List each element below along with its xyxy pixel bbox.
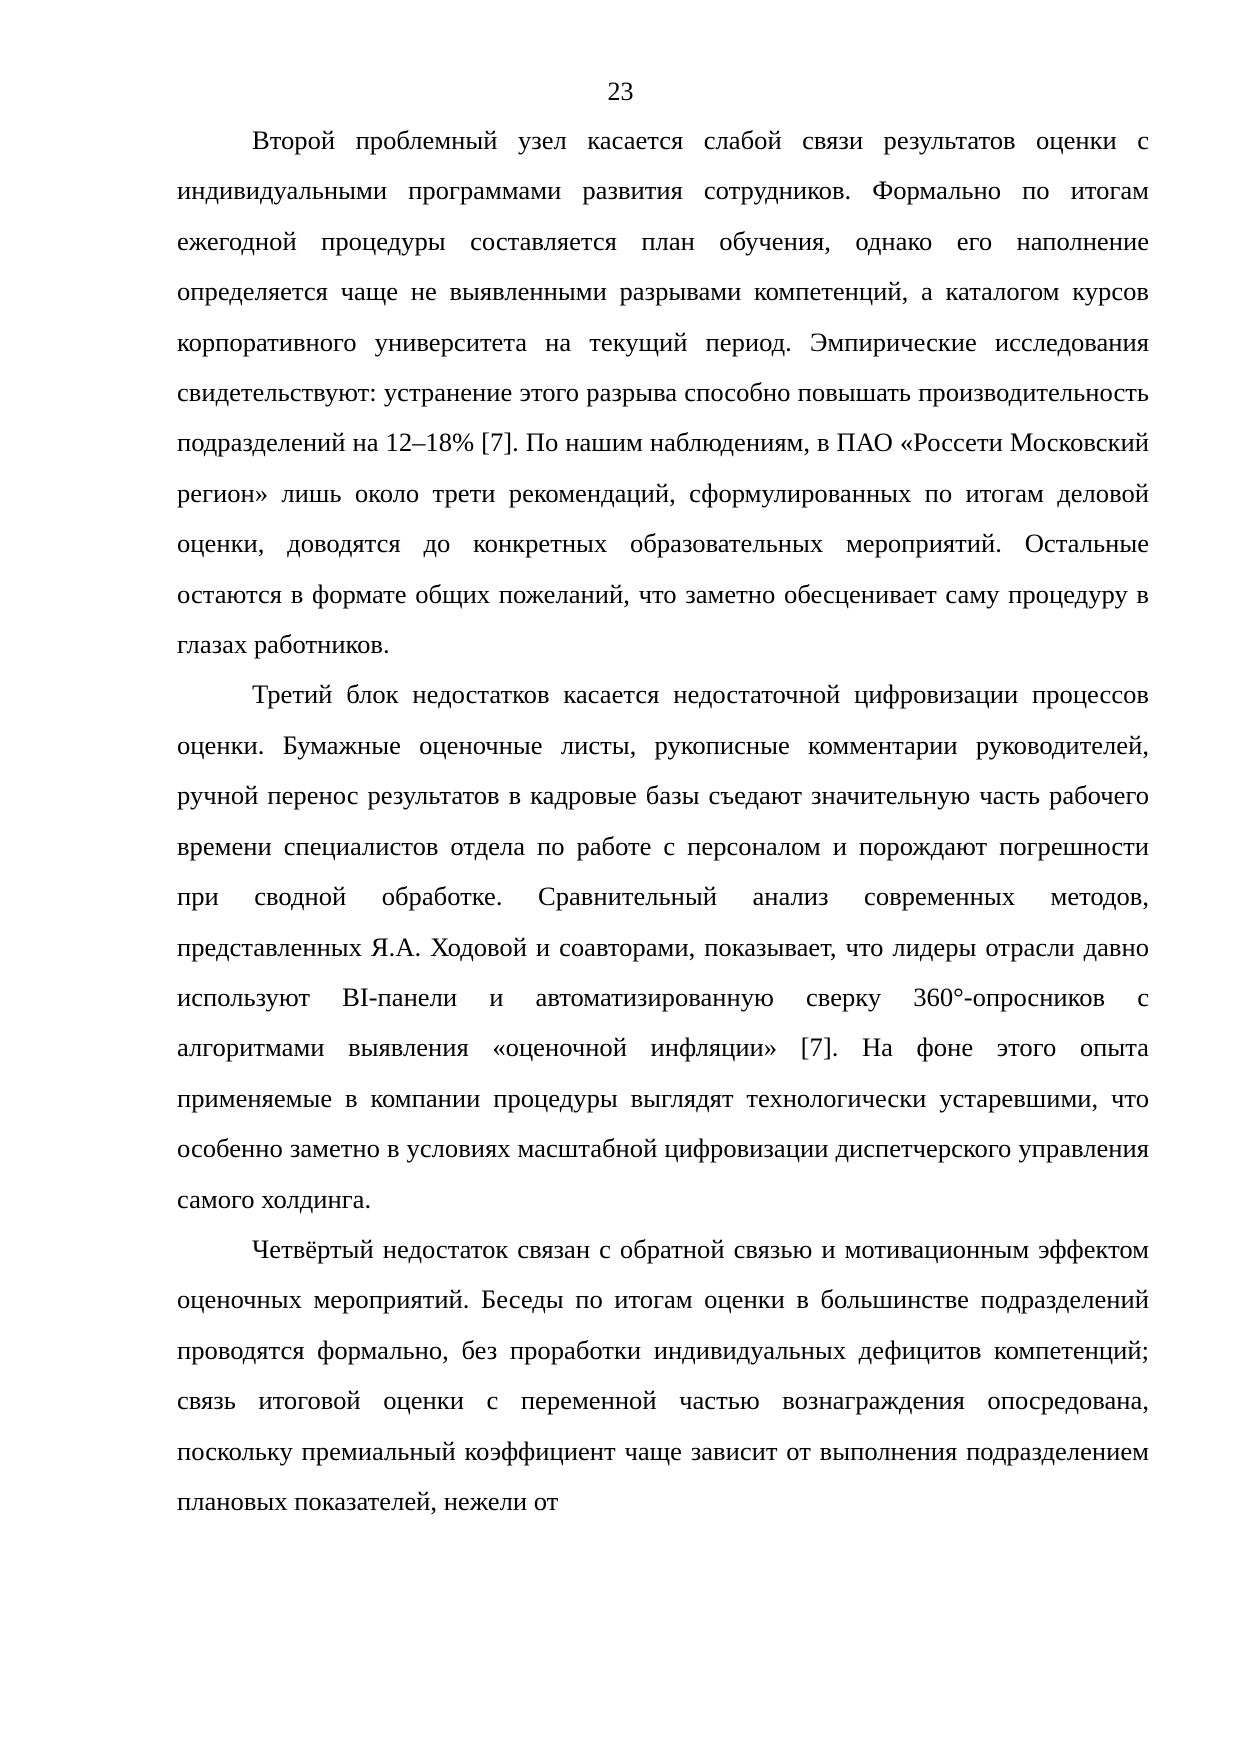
paragraph-feedback-motivation: Четвёртый недостаток связан с обратной связью и мотивационным эффектом оценочных мероприятий. Беседы по итогам оценки в большинстве подразделений проводятся формально, без проработки индивидуальных дефицитов компетенций; связь итоговой оценки с переменной частью вознаграждения опосредована, поскольку премиальный коэффициент чаще зависит от выполнения подразделением плановых показателей, нежели от [177, 1233, 1149, 1516]
body-text [177, 115, 1149, 1526]
paragraph-development-plans: Второй проблемный узел касается слабой связи результатов оценки с индивидуальными программами развития сотрудников. Формально по итогам ежегодной процедуры составляется план обучения, однако его наполнение определяется чаще не выявленными разрывами компетенций, а каталогом курсов корпоративного университета на текущий период. Эмпирические исследования свидетельствуют: устранение этого разрыва способно повышать производительность подразделений на 12–18% [7]. По нашим наблюдениям, в ПАО «Россети Московский регион» лишь около трети рекомендаций, сформулированных по итогам деловой оценки, доводятся до конкретных образовательных мероприятий. Остальные остаются в формате общих пожеланий, что заметно обесценивает саму процедуру в глазах работников. [177, 125, 1149, 660]
page-number: 23 [607, 77, 634, 106]
paragraph-digitalization: Третий блок недостатков касается недостаточной цифровизации процессов оценки. Бумажные оценочные листы, рукописные комментарии руководителей, ручной перенос результатов в кадровые базы съедают значительную часть рабочего времени специалистов отдела по работе с персоналом и порождают погрешности при сводной обработке. Сравнительный анализ современных методов, представленных Я.А. Ходовой и соавторами, показывает, что лидеры отрасли давно используют BI-панели и автоматизированную сверку 360°-опросников с алгоритмами выявления «оценочной инфляции» [7]. На фоне этого опыта применяемые в компании процедуры выглядят технологически устаревшими, что особенно заметно в условиях масштабной цифровизации диспетчерского управления самого холдинга. [177, 679, 1149, 1214]
